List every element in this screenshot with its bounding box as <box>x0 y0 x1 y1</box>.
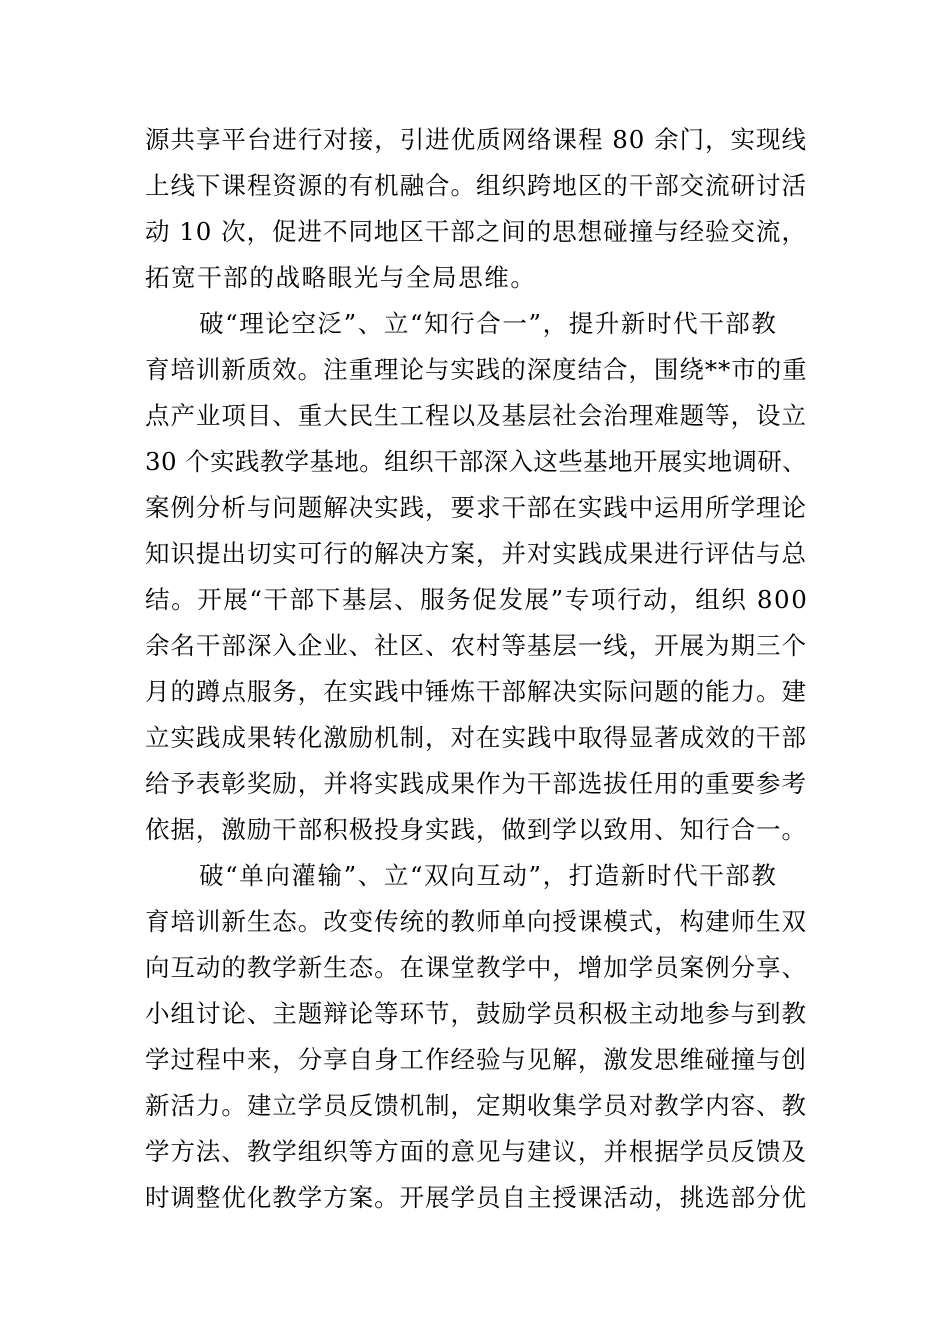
text-line: 向互动的教学新生态。在课堂教学中，增加学员案例分享、 <box>145 953 807 982</box>
text-line: 小组讨论、主题辩论等环节，鼓励学员积极主动地参与到教 <box>145 999 807 1028</box>
text-line: 拓宽干部的战略眼光与全局思维。 <box>145 263 537 292</box>
text-line: 学过程中来，分享自身工作经验与见解，激发思维碰撞与创 <box>145 1045 807 1074</box>
text-line: 30 个实践教学基地。组织干部深入这些基地开展实地调研、 <box>145 447 808 476</box>
text-line: 源共享平台进行对接，引进优质网络课程 80 余门，实现线 <box>145 125 807 154</box>
text-line: 育培训新生态。改变传统的教师单向授课模式，构建师生双 <box>145 907 807 936</box>
text-line: 学方法、教学组织等方面的意见与建议，并根据学员反馈及 <box>145 1137 807 1166</box>
text-line: 新活力。建立学员反馈机制，定期收集学员对教学内容、教 <box>145 1091 807 1120</box>
text-line: 育培训新质效。注重理论与实践的深度结合，围绕**市的重 <box>145 355 808 384</box>
text-line: 余名干部深入企业、社区、农村等基层一线，开展为期三个 <box>145 631 807 660</box>
text-line: 给予表彰奖励，并将实践成果作为干部选拔任用的重要参考 <box>145 769 807 798</box>
text-line: 案例分析与问题解决实践，要求干部在实践中运用所学理论 <box>145 493 807 522</box>
text-line: 时调整优化教学方案。开展学员自主授课活动，挑选部分优 <box>145 1183 807 1212</box>
paragraph-heading-line: 破“理论空泛”、立“知行合一”，提升新时代干部教 <box>199 309 778 338</box>
text-line: 依据，激励干部积极投身实践，做到学以致用、知行合一。 <box>145 815 807 844</box>
text-line: 知识提出切实可行的解决方案，并对实践成果进行评估与总 <box>145 539 807 568</box>
paragraph-heading-line: 破“单向灌输”、立“双向互动”，打造新时代干部教 <box>199 861 778 890</box>
text-line: 动 10 次，促进不同地区干部之间的思想碰撞与经验交流， <box>145 217 807 246</box>
text-line: 月的蹲点服务，在实践中锤炼干部解决实际问题的能力。建 <box>145 677 807 706</box>
text-line: 立实践成果转化激励机制，对在实践中取得显著成效的干部 <box>145 723 807 752</box>
text-line: 点产业项目、重大民生工程以及基层社会治理难题等，设立 <box>145 401 807 430</box>
text-line: 上线下课程资源的有机融合。组织跨地区的干部交流研讨活 <box>145 171 807 200</box>
text-line: 结。开展“干部下基层、服务促发展”专项行动，组织 800 <box>145 585 809 614</box>
